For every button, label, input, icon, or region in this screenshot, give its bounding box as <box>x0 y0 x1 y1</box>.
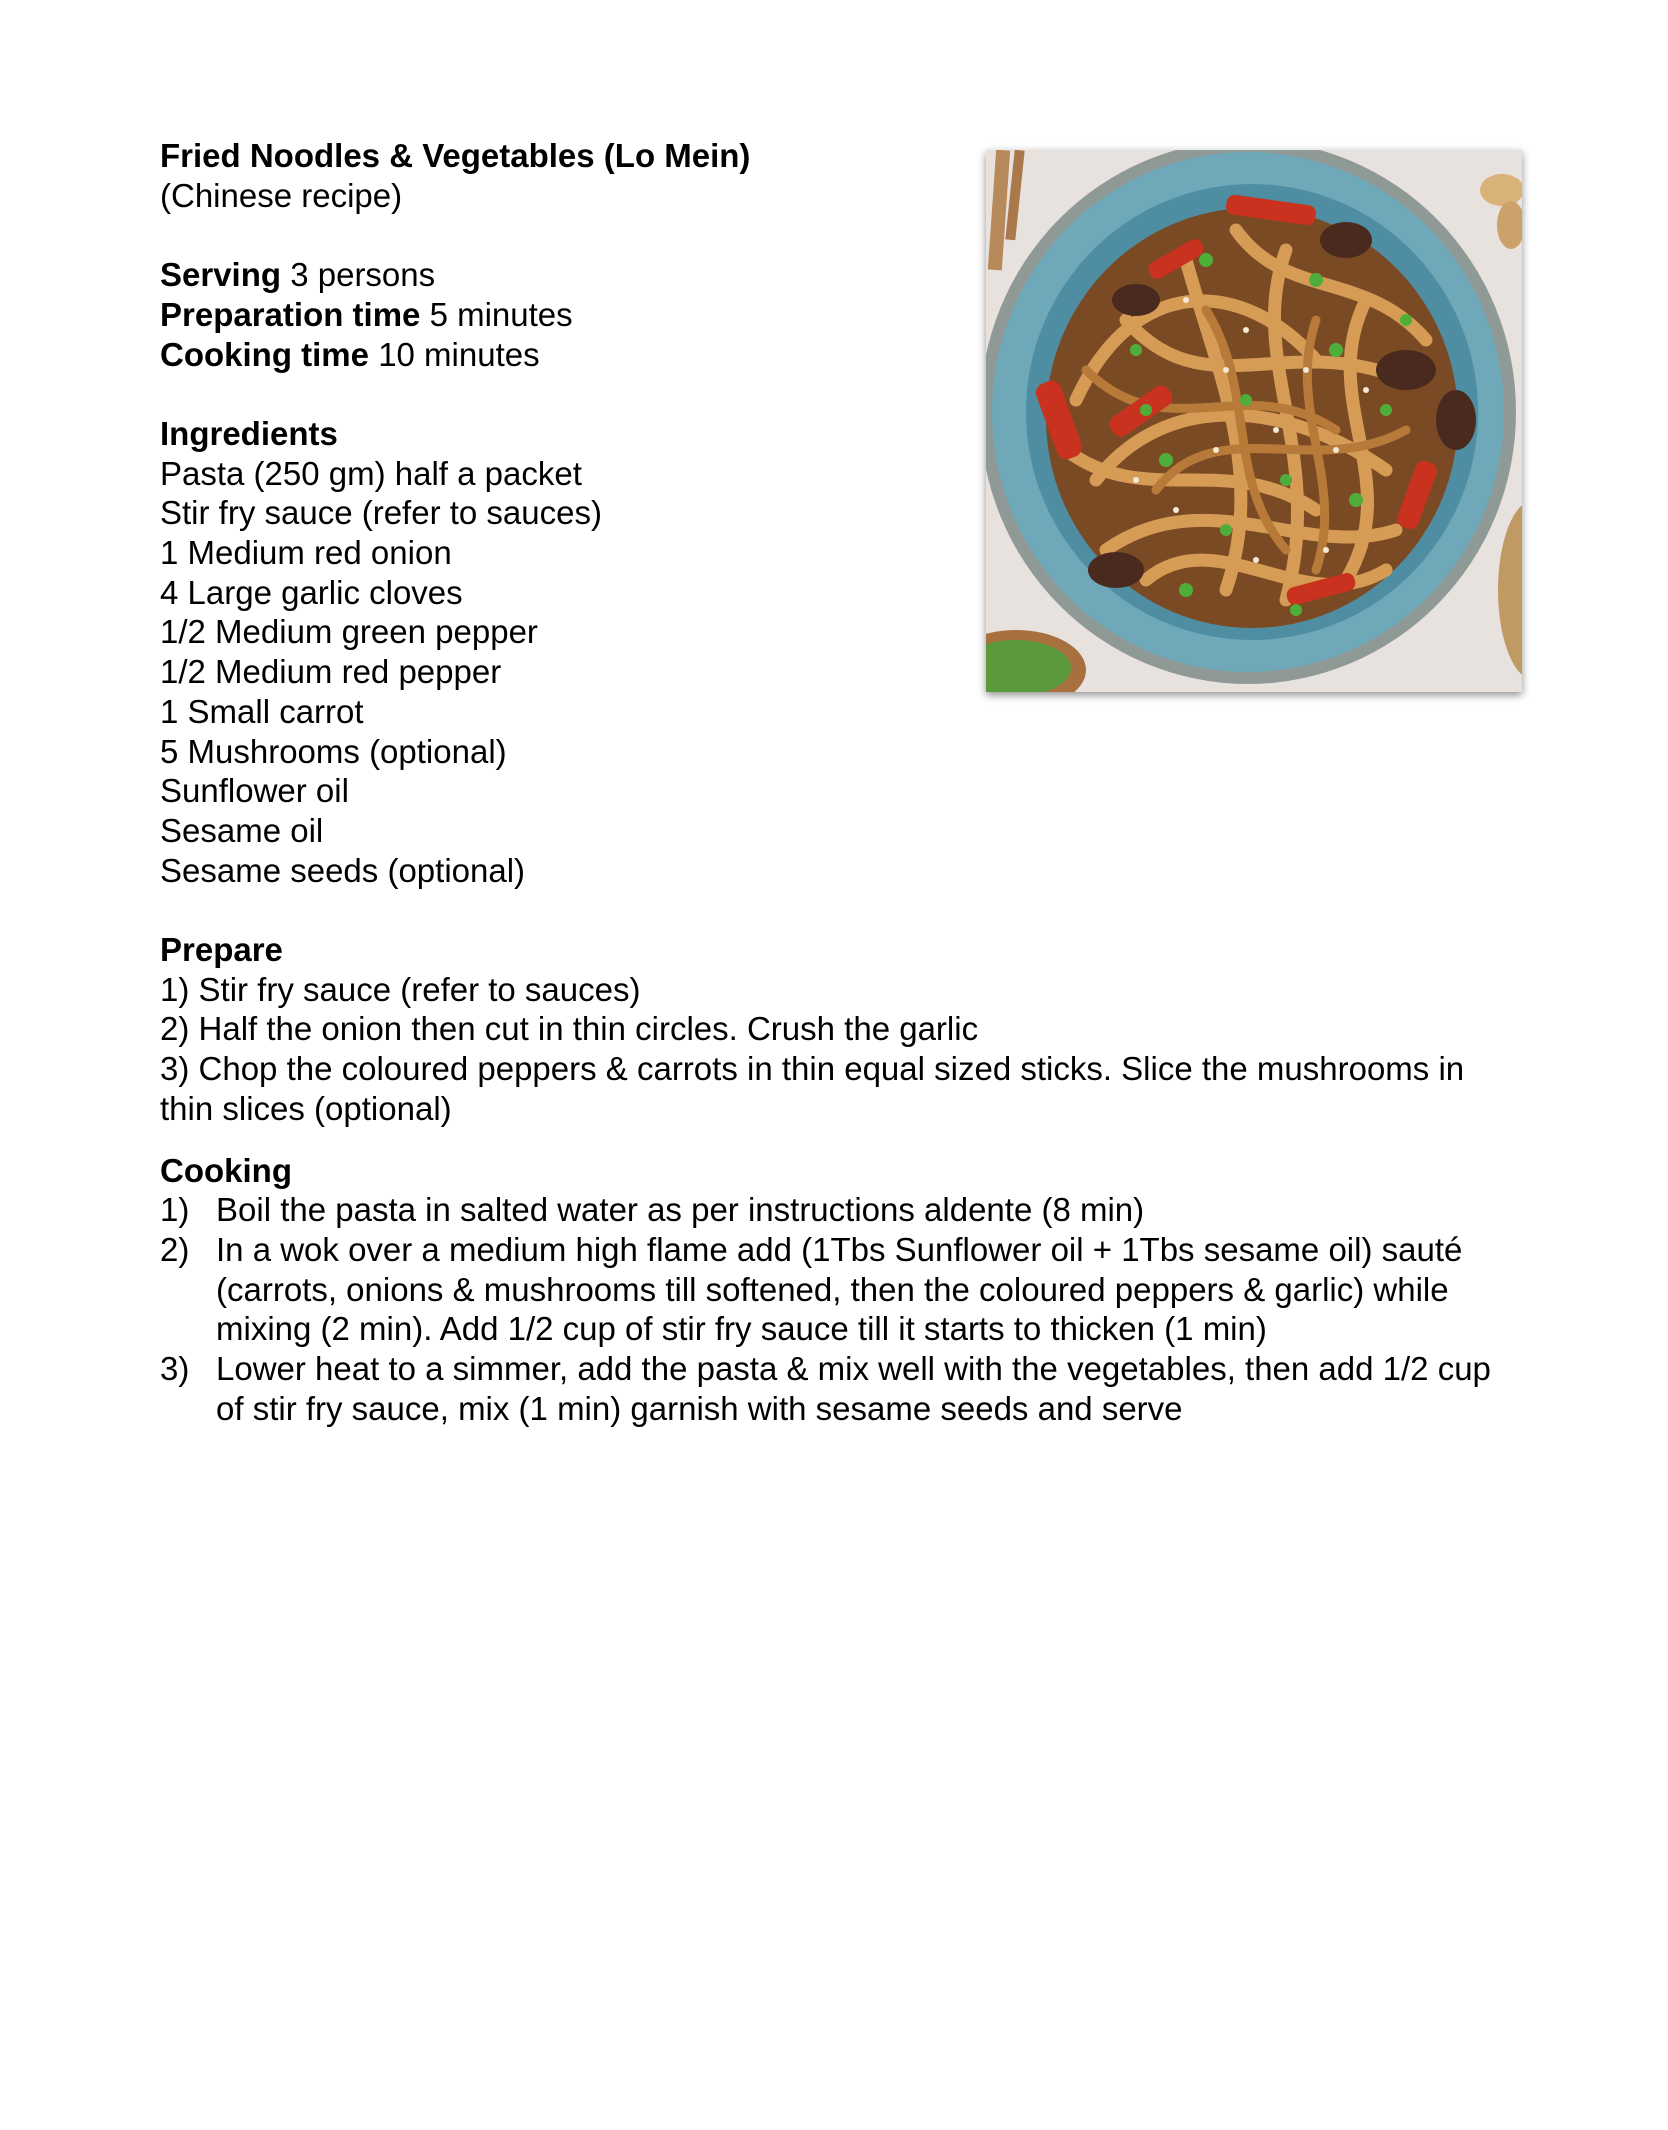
cooking-step <box>160 1190 1520 1230</box>
prepare-step: 1) Stir fry sauce (refer to sauces) <box>160 970 641 1008</box>
step-number: 3) <box>160 1350 190 1388</box>
meta-value: 3 persons <box>290 256 436 294</box>
prepare-heading: Prepare <box>160 931 283 969</box>
ingredient-item: 1 Small carrot <box>160 692 364 730</box>
ingredient-item: Sesame seeds (optional) <box>160 851 526 889</box>
cooking-step <box>160 1230 1520 1349</box>
recipe-subtitle: (Chinese recipe) <box>160 176 403 214</box>
meta-label: Preparation time <box>160 295 421 333</box>
ingredient-item: 5 Mushrooms (optional) <box>160 732 507 770</box>
cooking-heading: Cooking <box>160 1151 292 1189</box>
recipe-title: Fried Noodles & Vegetables (Lo Mein) <box>160 137 751 174</box>
meta-label: Serving <box>160 256 282 294</box>
ingredient-item: 4 Large garlic cloves <box>160 573 463 611</box>
ingredient-item: Stir fry sauce (refer to sauces) <box>160 494 602 532</box>
ingredient-item: 1/2 Medium red pepper <box>160 653 502 691</box>
step-text: Boil the pasta in salted water as per instructions aldente (8 min) <box>216 1191 1145 1229</box>
ingredient-item: Sunflower oil <box>160 772 349 810</box>
ingredient-item: Pasta (250 gm) half a packet <box>160 454 582 492</box>
noodle-bowl-photo <box>986 150 1522 692</box>
ingredients-heading: Ingredients <box>160 414 338 452</box>
step-number: 1) <box>160 1191 190 1229</box>
meta-value: 10 minutes <box>378 335 540 373</box>
ingredient-item: 1 Medium red onion <box>160 534 452 571</box>
cooking-step <box>160 1349 1520 1428</box>
step-text: Lower heat to a simmer, add the pasta & mix well with the vegetables, then add 1/2 cup of stir fry sauce, mix (1 min) garnish with sesame seeds and serve <box>216 1350 1491 1427</box>
meta-value: 5 minutes <box>429 295 573 333</box>
prepare-step: 3) Chop the coloured peppers & carrots in thin equal sized sticks. Slice the mushrooms in thin slices (optional) <box>160 1050 1465 1127</box>
meta-label: Cooking time <box>160 335 370 373</box>
step-number: 2) <box>160 1230 190 1268</box>
prepare-step: 2) Half the onion then cut in thin circles. Crush the garlic <box>160 1010 979 1048</box>
cooking-list <box>160 1190 1520 1428</box>
ingredient-item: 1/2 Medium green pepper <box>160 613 538 651</box>
prepare-list <box>160 970 1520 1129</box>
step-text: In a wok over a medium high flame add (1Tbs Sunflower oil + 1Tbs sesame oil) sauté (carrots, onions & mushrooms till softened, then the coloured peppers & garlic) while mixing (2 min). Add 1/2 cup of stir fry sauce till it starts to thicken (1 min) <box>216 1230 1463 1348</box>
ingredient-item: Sesame oil <box>160 811 324 849</box>
